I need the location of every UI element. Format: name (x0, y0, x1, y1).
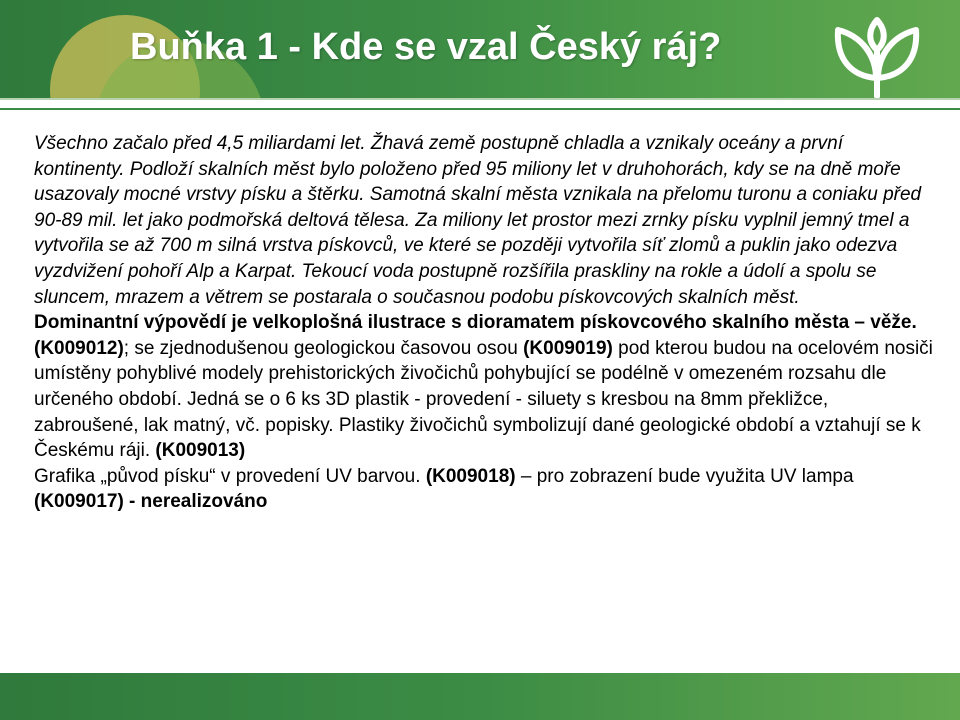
page-title: Buňka 1 - Kde se vzal Český ráj? (130, 26, 722, 68)
body-text: pod kterou budou na ocelovém nosiči umístěny pohyblivé modely prehistorických živočichů pohybující se podélně v omezeném rozsahu dle určeného období. Jedná se o 6 ks 3D plastik - provedení - siluety s kresbou na 8mm překližce, zabroušené, lak matný, vč. popisky. Plastiky živočichů symbolizují dané geologické období a vztahují se k Českému ráji. (34, 337, 933, 462)
plant-sprout-icon (832, 12, 922, 98)
header-divider (0, 108, 960, 110)
paragraph-graphic (34, 464, 934, 515)
code-reference: (K009013) (155, 440, 246, 462)
status-note: - nerealizováno (123, 491, 268, 513)
code-reference: (K009019) (523, 337, 613, 359)
body-text: Grafika „původ písku“ v provedení UV barvou. (34, 465, 426, 487)
footer-banner (0, 673, 960, 720)
body-text: ; se zjednodušenou geologickou časovou osou (123, 337, 524, 359)
body-text: – pro zobrazení bude využita UV lampa (515, 465, 854, 487)
header-divider (0, 98, 960, 100)
text-body (34, 131, 934, 515)
code-reference: (K009018) (425, 465, 516, 487)
code-reference: (K009017) (34, 491, 124, 513)
bold-text: Dominantní výpovědí je velkoplošná ilustrace s dioramatem pískovcového skalního města – věže. (K009012) (34, 312, 917, 359)
header-banner (0, 0, 960, 98)
paragraph-history: Všechno začalo před 4,5 miliardami let. Žhavá země postupně chladla a vznikaly oceány a první kontinenty. Podloží skalních měst bylo položeno před 95 miliony let v druhohorách, kdy se na dně moře usazovaly mocné vrstvy písku a štěrku. Samotná skalní města vznikala na přelomu turonu a coniaku před 90-89 mil. let jako podmořská deltová tělesa. Za miliony let prostor mezi zrnky písku vyplnil jemný tmel a vytvořila se až 700 m silná vrstva pískovců, ve které se později vytvořila síť zlomů a puklin jako odezva vyzdvižení pohoří Alp a Karpat. Tekoucí voda postupně rozšířila praskliny na rokle a údolí a spolu se sluncem, mrazem a větrem se postarala o současnou podobu pískovcových skalních měst. (34, 133, 922, 308)
paragraph-exhibit (34, 310, 934, 464)
